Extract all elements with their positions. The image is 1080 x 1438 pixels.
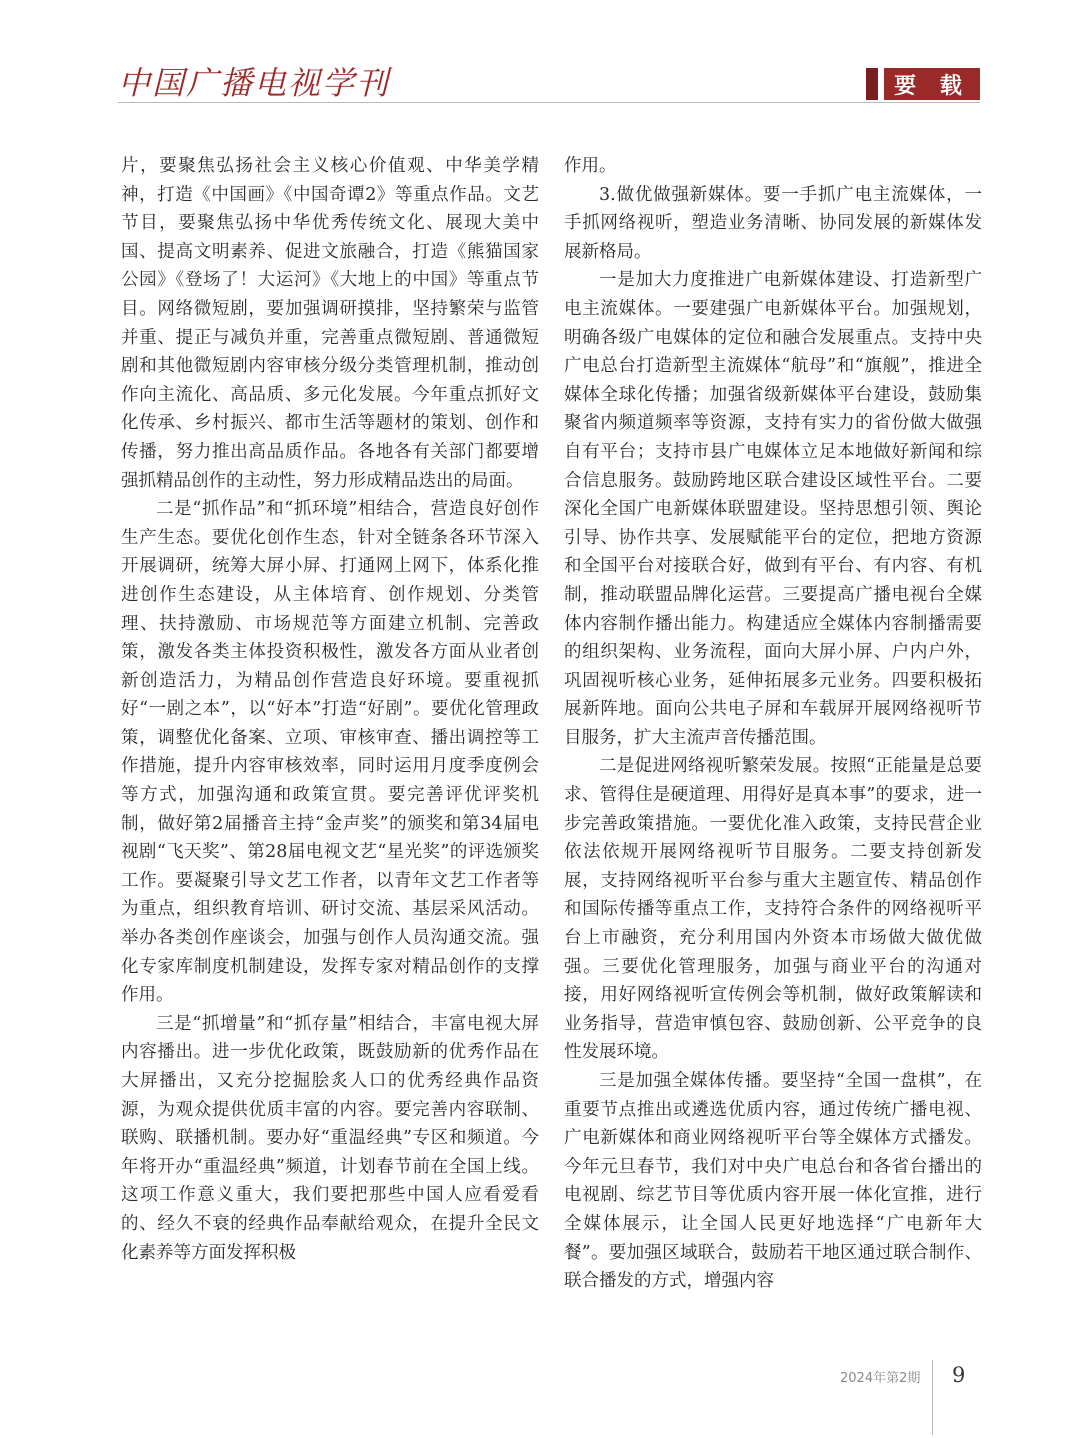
issue-label: 2024年第2期 [840, 1371, 921, 1386]
paragraph: 二是“抓作品”和“抓环境”相结合，营造良好创作生产生态。要优化创作生态，针对全链条各环节深入开展调研，统筹大屏小屏、打通网上网下，体系化推进创作生态建设，从主体培育、创作规划、分类管理、扶持激励、市场规范等方面建立机制、完善政策，激发各类主体投资积极性，激发各方面从业者创新创造活力，为精品创作营造良好环境。要重视抓好“一剧之本”，以“好本”打造“好剧”。要优化管理政策，调整优化备案、立项、审核审查、播出调控等工作措施，提升内容审核效率，同时运用月度季度例会等方式，加强沟通和政策宣贯。要完善评优评奖机制，做好第2届播音主持“金声奖”的颁奖和第34届电视剧“飞天奖”、第28届电视文艺“星光奖”的评选颁奖工作。要凝聚引导文艺工作者，以青年文艺工作者等为重点，组织教育培训、研讨交流、基层采风活动。举办各类创作座谈会，加强与创作人员沟通交流。强化专家库制度机制建设，发挥专家对精品创作的支撑作用。 [121, 499, 539, 1006]
paragraph: 三是“抓增量”和“抓存量”相结合，丰富电视大屏内容播出。进一步优化政策，既鼓励新的优秀作品在大屏播出，又充分挖掘脍炙人口的优秀经典作品资源，为观众提供优质丰富的内容。要完善内容联制、联购、联播机制。要办好“重温经典”专区和频道。今年将开办“重温经典”频道，计划春节前在全国上线。这项工作意义重大，我们要把那些中国人应看爱看的、经久不衰的经典作品奉献给观众，在提升全民文化素养等方面发挥积极 [121, 1013, 539, 1263]
section-tag-accent-bar [866, 68, 878, 100]
right-text-column [564, 152, 982, 1332]
section-tag-box [866, 68, 980, 100]
paragraph: 片，要聚焦弘扬社会主义核心价值观、中华美学精神，打造《中国画》《中国奇谭2》等重点作品。文艺节目，要聚焦弘扬中华优秀传统文化、展现大美中国、提高文明素养、促进文旅融合，打造《熊猫国家公园》《登场了！大运河》《大地上的中国》等重点节目。网络微短剧，要加强调研摸排，坚持繁荣与监管并重、提正与减负并重，完善重点微短剧、普通微短剧和其他微短剧内容审核分级分类管理机制，推动创作向主流化、高品质、多元化发展。今年重点抓好文化传承、乡村振兴、都市生活等题材的策划、创作和传播，努力推出高品质作品。各地各有关部门都要增强抓精品创作的主动性，努力形成精品迭出的局面。 [121, 156, 539, 491]
left-text-column [121, 152, 539, 1332]
page-number: 9 [952, 1363, 966, 1387]
paragraph: 二是促进网络视听繁荣发展。按照“正能量是总要求、管得住是硬道理、用得好是真本事”的要求，进一步完善政策措施。一要优化准入政策，支持民营企业依法依规开展网络视听节目服务。二要支持创新发展，支持网络视听平台参与重大主题宣传、精品创作和国际传播等重点工作，支持符合条件的网络视听平台上市融资，充分利用国内外资本市场做大做优做强。三要优化管理服务，加强与商业平台的沟通对接，用好网络视听宣传例会等机制，做好政策解读和业务指导，营造审慎包容、鼓励创新、公平竞争的良性发展环境。 [564, 756, 982, 1063]
journal-masthead: 中国广播电视学刊 [118, 64, 391, 102]
footer-divider [932, 1360, 933, 1435]
section-heading: 3.做优做强新媒体。要一手抓广电主流媒体，一手抓网络视听，塑造业务清晰、协同发展的新媒体发展新格局。 [564, 184, 982, 262]
section-tag: 要 载 [884, 68, 980, 100]
paragraph: 一是加大力度推进广电新媒体建设、打造新型广电主流媒体。一要建强广电新媒体平台。加强规划，明确各级广电媒体的定位和融合发展重点。支持中央广电总台打造新型主流媒体“航母”和“旗舰”，推进全媒体全球化传播；加强省级新媒体平台建设，鼓励集聚省内频道频率等资源，支持有实力的省份做大做强自有平台；支持市县广电媒体立足本地做好新闻和综合信息服务。鼓励跨地区联合建设区域性平台。二要深化全国广电新媒体联盟建设。坚持思想引领、舆论引导、协作共享、发展赋能平台的定位，把地方资源和全国平台对接联合好，做到有平台、有内容、有机制，推动联盟品牌化运营。三要提高广播电视台全媒体内容制作播出能力。构建适应全媒体内容制播需要的组织架构、业务流程，面向大屏小屏、户内户外，巩固视听核心业务，延伸拓展多元业务。四要积极拓展新阵地。面向公共电子屏和车载屏开展网络视听节目服务，扩大主流声音传播范围。 [564, 270, 982, 748]
header-divider [118, 102, 980, 103]
paragraph: 作用。 [564, 156, 617, 176]
paragraph: 三是加强全媒体传播。要坚持“全国一盘棋”，在重要节点推出或遴选优质内容，通过传统广播电视、广电新媒体和商业网络视听平台等全媒体方式播发。今年元旦春节，我们对中央广电总台和各省台播出的电视剧、综艺节目等优质内容开展一体化宣推，进行全媒体展示，让全国人民更好地选择“广电新年大餐”。要加强区域联合，鼓励若干地区通过联合制作、联合播发的方式，增强内容 [564, 1071, 982, 1292]
